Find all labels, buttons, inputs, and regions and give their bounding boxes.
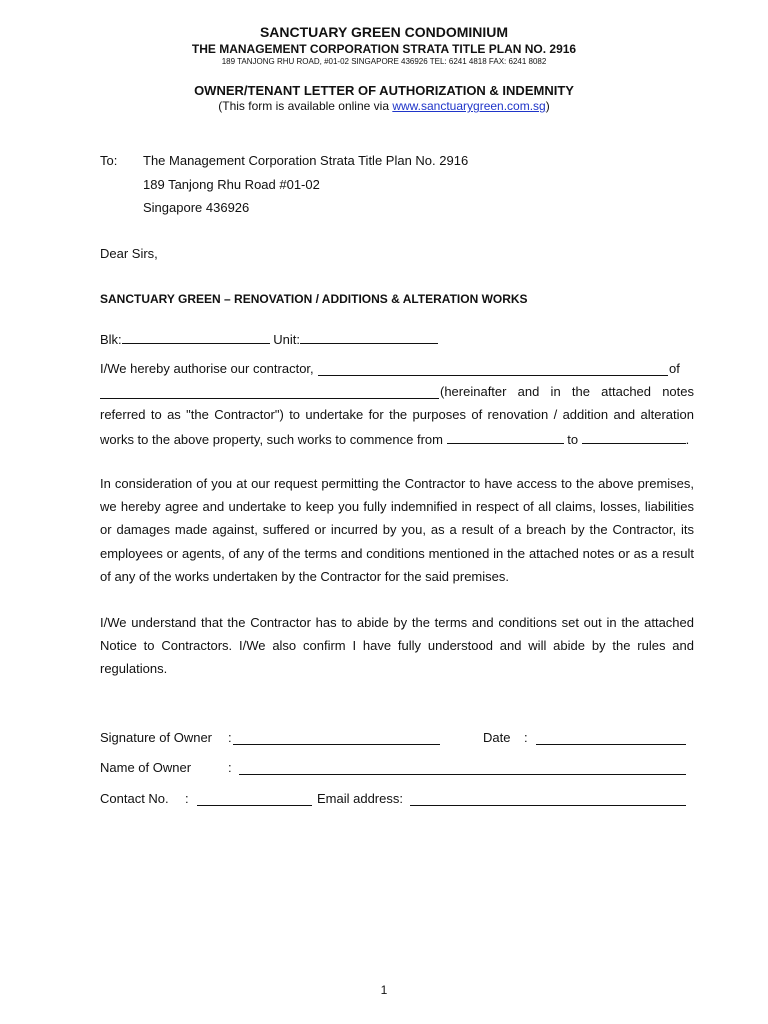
- date-label: Date: [483, 730, 511, 745]
- contractor-name-field[interactable]: [318, 362, 668, 376]
- start-date-field[interactable]: [447, 430, 564, 444]
- signature-field[interactable]: [233, 731, 440, 745]
- online-note: [0, 99, 768, 113]
- contact-colon: :: [185, 791, 189, 806]
- commence-text: works to the above property, such works to commence from: [100, 432, 443, 447]
- hereinafter-text: (hereinafter and in the attached notes: [440, 384, 694, 399]
- condo-name: SANCTUARY GREEN CONDOMINIUM: [259, 24, 509, 40]
- contractor-address-field[interactable]: [100, 385, 439, 399]
- contractor-definition-line: referred to as "the Contractor") to undertake for the purposes of renovation / addition and alteration: [100, 407, 694, 422]
- to-word: to: [567, 432, 579, 447]
- blk-field[interactable]: [122, 330, 270, 344]
- date-colon: :: [524, 730, 528, 745]
- blk-label: Blk:: [100, 332, 122, 347]
- date-field[interactable]: [536, 731, 686, 745]
- owner-name-field[interactable]: [239, 761, 686, 775]
- salutation: Dear Sirs,: [100, 246, 158, 261]
- address-line: 189 TANJONG RHU ROAD, #01-02 SINGAPORE 436926 TEL: 6241 4818 FAX: 6241 8082: [221, 57, 547, 66]
- online-note-prefix: (This form is available online via: [218, 99, 393, 113]
- indemnity-paragraph: In consideration of you at our request permitting the Contractor to have access to the above premises, we hereby agree and undertake to keep you fully indemnified in respect of all claims, losses, liabilities or damages made against, suffered or incurred by you, as a result of a breach by the Contractor, its employees or agents, of any of the terms and conditions mentioned in the attached notes or as a result of any of the works undertaken by the Contractor for the said premises.: [100, 476, 694, 584]
- understanding-paragraph: I/We understand that the Contractor has to abide by the terms and conditions set out in the attached Notice to Contractors. I/We also confirm I have fully understood and will abide by the rules and regulations.: [100, 615, 694, 677]
- email-label: Email address:: [317, 791, 403, 806]
- blk-unit-row: [100, 330, 438, 347]
- email-field[interactable]: [410, 792, 686, 806]
- recipient-line-1: The Management Corporation Strata Title Plan No. 2916: [143, 153, 469, 168]
- contact-label: Contact No.: [100, 791, 169, 806]
- unit-label: Unit:: [273, 332, 301, 347]
- signature-colon: :: [228, 730, 232, 745]
- unit-field[interactable]: [300, 330, 438, 344]
- recipient-line-2: 189 Tanjong Rhu Road #01-02: [143, 177, 320, 192]
- authorise-intro: I/We hereby authorise our contractor,: [100, 361, 314, 376]
- end-date-field[interactable]: [582, 430, 686, 444]
- signature-label: Signature of Owner: [100, 730, 213, 745]
- form-title: OWNER/TENANT LETTER OF AUTHORIZATION & INDEMNITY: [194, 83, 574, 98]
- subject-heading: SANCTUARY GREEN – RENOVATION / ADDITIONS & ALTERATION WORKS: [100, 292, 528, 306]
- commence-row: [100, 430, 689, 447]
- recipient-line-3: Singapore 436926: [143, 200, 250, 215]
- online-note-suffix: ): [545, 99, 550, 113]
- page-number: 1: [380, 983, 388, 997]
- owner-name-colon: :: [228, 760, 232, 775]
- period: .: [685, 432, 690, 447]
- mcst-name: THE MANAGEMENT CORPORATION STRATA TITLE PLAN NO. 2916: [191, 42, 577, 56]
- website-link[interactable]: www.sanctuarygreen.com.sg: [392, 99, 546, 113]
- contact-field[interactable]: [197, 792, 312, 806]
- of-label: of: [669, 361, 680, 376]
- owner-name-label: Name of Owner: [100, 760, 192, 775]
- to-label: To:: [100, 153, 118, 168]
